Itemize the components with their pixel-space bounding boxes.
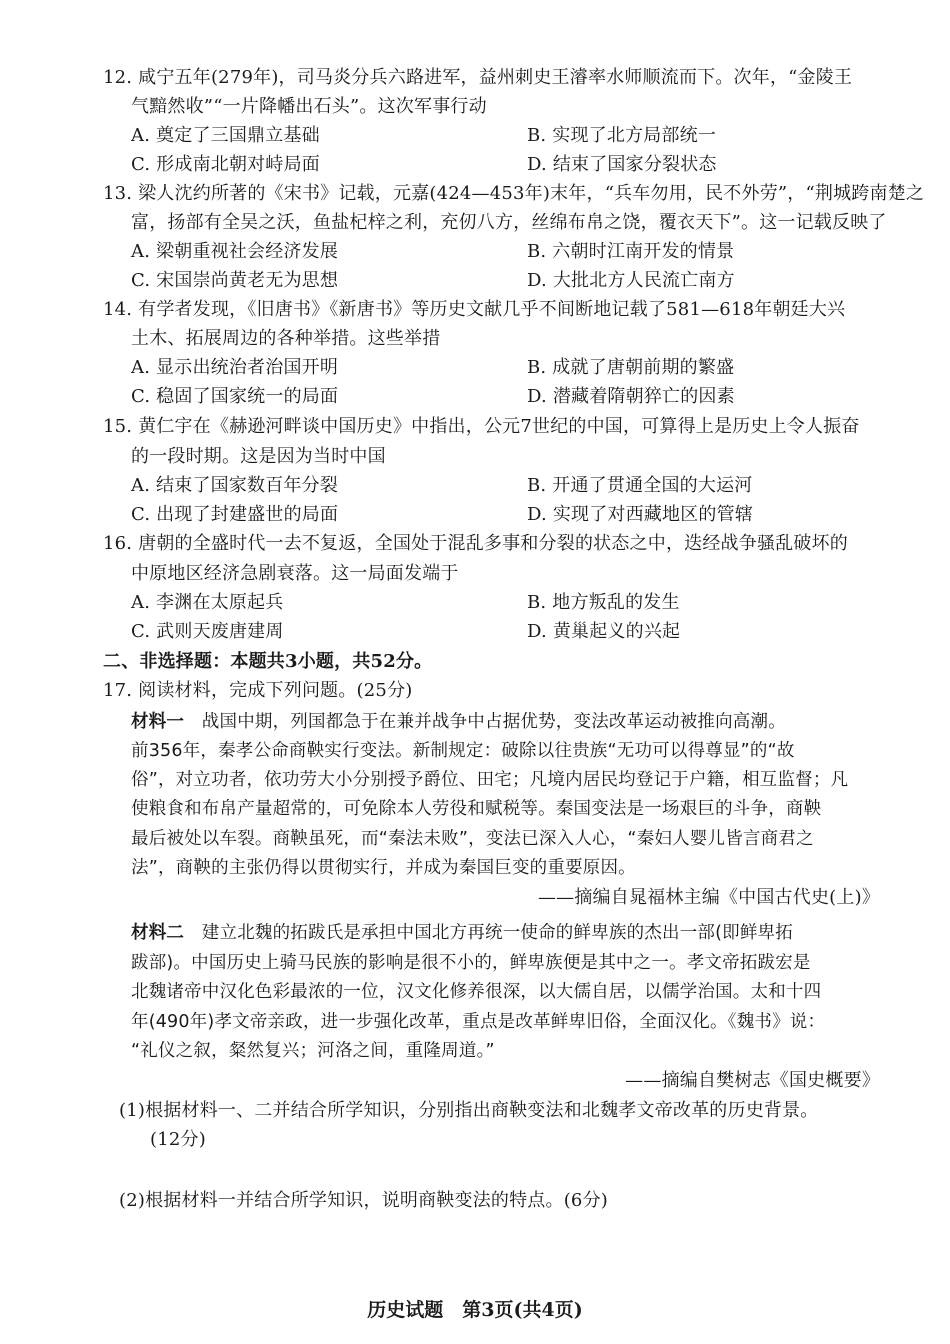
material-1-source: ——摘编自晁福林主编《中国古代史(上)》: [537, 887, 880, 908]
page-footer: 历史试题 第3页(共4页): [367, 1299, 583, 1321]
question-12-stem-line1: 12. 咸宁五年(279年)，司马炎分兵六路进军，益州刺史王濬率水师顺流而下。次年，“金陵王: [103, 67, 853, 88]
question-13-option-b: B. 六朝时江南开发的情景: [527, 241, 735, 262]
material-1-line1: [131, 708, 786, 736]
material-2-line3: 北魏诸帝中汉化色彩最浓的一位，汉文化修养很深，以大儒自居，以儒学治国。太和十四: [131, 982, 822, 1002]
material-1-line5: 最后被处以车裂。商鞅虽死，而“秦法未败”，变法已深入人心，“秦妇人婴儿皆言商君之: [131, 829, 814, 849]
question-17-sub1-line1: (1)根据材料一、二并结合所学知识，分别指出商鞅变法和北魏孝文帝改革的历史背景。: [119, 1100, 819, 1121]
question-15-option-a: A. 结束了国家数百年分裂: [131, 475, 339, 496]
question-14-option-c: C. 稳固了国家统一的局面: [131, 386, 339, 407]
question-12-option-a: A. 奠定了三国鼎立基础: [131, 125, 320, 146]
question-12-option-b: B. 实现了北方局部统一: [527, 125, 717, 146]
material-1-line6: 法”，商鞅的主张仍得以贯彻实行，并成为秦国巨变的重要原因。: [131, 858, 636, 878]
question-16-stem-line1: 16. 唐朝的全盛时代一去不复返，全国处于混乱多事和分裂的状态之中，迭经战争骚乱破坏的: [103, 533, 848, 554]
question-14-option-d: D. 潜藏着隋朝猝亡的因素: [527, 386, 735, 407]
question-14-option-a: A. 显示出统治者治国开明: [131, 357, 339, 378]
material-2-line1: [131, 919, 793, 947]
question-12-option-d: D. 结束了国家分裂状态: [527, 154, 717, 175]
material-1-line4: 使粮食和布帛产量超常的，可免除本人劳役和赋税等。秦国变法是一场艰巨的斗争，商鞅: [131, 799, 822, 819]
question-15-option-d: D. 实现了对西藏地区的管辖: [527, 504, 754, 525]
question-14-stem-line2: 土木、拓展周边的各种举措。这些举措: [131, 328, 441, 349]
question-14-stem-line1: 14. 有学者发现，《旧唐书》《新唐书》等历史文献几乎不间断地记载了581—618年朝廷大兴: [103, 299, 846, 320]
question-13-option-d: D. 大批北方人民流亡南方: [527, 270, 735, 291]
material-2-line5: “礼仪之叙，粲然复兴；河洛之间，重隆周道。”: [131, 1041, 495, 1061]
question-17-sub2: (2)根据材料一并结合所学知识，说明商鞅变法的特点。(6分): [119, 1190, 608, 1211]
question-13-option-a: A. 梁朝重视社会经济发展: [131, 241, 339, 262]
question-17-stem: 17. 阅读材料，完成下列问题。(25分): [103, 680, 413, 701]
material-2-source: ——摘编自樊树志《国史概要》: [625, 1070, 880, 1091]
question-13-option-c: C. 宋国崇尚黄老无为思想: [131, 270, 339, 291]
question-16-option-b: B. 地方叛乱的发生: [527, 592, 680, 613]
question-16-option-d: D. 黄巢起义的兴起: [527, 621, 681, 642]
material-1-label: 材料一: [131, 712, 185, 732]
question-12-option-c: C. 形成南北朝对峙局面: [131, 154, 320, 175]
material-1-line2: 前356年，秦孝公命商鞅实行变法。新制规定：破除以往贵族“无功可以得尊显”的“故: [131, 741, 795, 761]
material-1-line3: 俗”，对立功者，依功劳大小分别授予爵位、田宅；凡境内居民均登记于户籍，相互监督；凡: [131, 770, 849, 790]
question-13-stem-line1: 13. 梁人沈约所著的《宋书》记载，元嘉(424—453年)末年，“兵车勿用，民不外劳”，“荆城跨南楚之: [103, 183, 925, 204]
question-15-stem-line2: 的一段时期。这是因为当时中国: [131, 446, 386, 467]
question-12-stem-line2: 气黯然收”“一片降幡出石头”。这次军事行动: [131, 96, 487, 117]
material-2-text: 建立北魏的拓跋氏是承担中国北方再统一使命的鲜卑族的杰出一部(即鲜卑拓: [184, 923, 793, 943]
question-15-stem-line1: 15. 黄仁宇在《赫逊河畔谈中国历史》中指出，公元7世纪的中国，可算得上是历史上令人振奋: [103, 416, 860, 437]
material-2-line4: 年(490年)孝文帝亲政，进一步强化改革，重点是改革鲜卑旧俗，全面汉化。《魏书》说：: [131, 1012, 826, 1032]
question-16-option-c: C. 武则天废唐建周: [131, 621, 284, 642]
material-2-label: 材料二: [131, 923, 185, 943]
question-15-option-c: C. 出现了封建盛世的局面: [131, 504, 339, 525]
question-13-stem-line2: 富，扬部有全吴之沃，鱼盐杞梓之利，充仞八方，丝绵布帛之饶，覆衣天下”。这一记载反映了: [131, 212, 887, 233]
question-15-option-b: B. 开通了贯通全国的大运河: [527, 475, 753, 496]
material-1-text: 战国中期，列国都急于在兼并战争中占据优势，变法改革运动被推向高潮。: [184, 712, 786, 732]
section-2-heading: 二、非选择题：本题共3小题，共52分。: [103, 651, 433, 672]
material-2-line2: 跋部)。中国历史上骑马民族的影响是很不小的，鲜卑族便是其中之一。孝文帝拓跋宏是: [131, 953, 811, 973]
question-16-stem-line2: 中原地区经济急剧衰落。这一局面发端于: [131, 563, 459, 584]
question-14-option-b: B. 成就了唐朝前期的繁盛: [527, 357, 735, 378]
question-16-option-a: A. 李渊在太原起兵: [131, 592, 284, 613]
question-17-sub1-line2: (12分): [150, 1129, 206, 1150]
